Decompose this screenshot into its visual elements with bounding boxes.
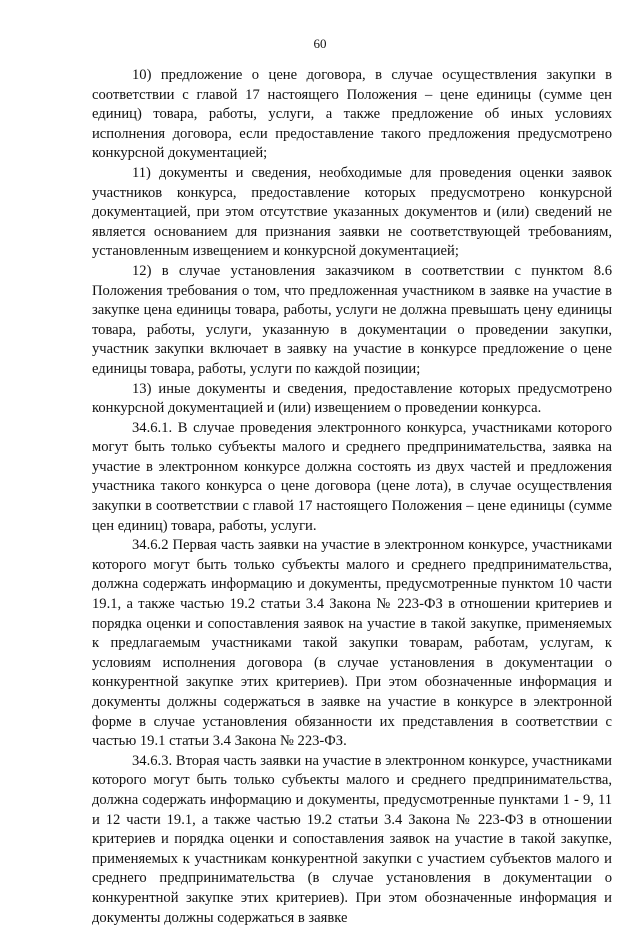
paragraph-item-10: 10) предложение о цене договора, в случае осуществления закупки в соответствии с главой 17 настоящего Положения – цене единицы (сумме цен единиц) товара, работы, услуги, а также предложение об иных условиях исполнения договора, если предоставление такого предложения предусмотрено конкурсной документацией; bbox=[92, 67, 612, 162]
paragraph-item-12: 12) в случае установления заказчиком в соответствии с пунктом 8.6 Положения требования о том, что предложенная участником в заявке на участие в закупке цена единицы товара, работы, услуги не должна превышать цену единицы товара, работы, услуги, указанную в документации о проведении закупки, участник закупки включает в заявку на участие в конкурсе предложение о цене единицы товара, работы, услуги по каждой позиции; bbox=[92, 262, 612, 377]
paragraph-item-13: 13) иные документы и сведения, предоставление которых предусмотрено конкурсной документацией и (или) извещением о проведении конкурса. bbox=[92, 380, 612, 417]
paragraph-item-11: 11) документы и сведения, необходимые для проведения оценки заявок участников конкурса, предоставление которых предусмотрено конкурсной документацией, при этом отсутствие указанных документов и (или) сведений не является основанием для признания заявки не соответствующей требованиям, установленным извещением и конкурсной документацией; bbox=[92, 164, 612, 260]
paragraph-34-6-1: 34.6.1. В случае проведения электронного конкурса, участниками которого могут быть только субъекты малого и среднего предпринимательства, заявка на участие в электронном конкурсе должна состоять из двух частей и предложения участника такого конкурса о цене договора (цене лота), в случае осуществления закупки в соответствии с главой 17 настоящего Положения – цене единицы (сумме цен единиц) товара, работы, услуги. bbox=[92, 419, 612, 534]
paragraph-34-6-2: 34.6.2 Первая часть заявки на участие в электронном конкурсе, участниками которого могут быть только субъекты малого и среднего предпринимательства, должна содержать информацию и документы, предусмотренные пунктом 10 части 19.1, а также частью 19.2 статьи 3.4 Закона № 223-ФЗ в отношении критериев и порядка оценки и сопоставления заявок на участие в такой закупке, применяемых к предлагаемым участниками такой закупки товарам, работам, услугам, к условиям исполнения договора (в случае установления в документации о конкурентной закупке этих критериев). При этом обозначенные информация и документы должны содержаться в заявке на участие в конкурсе в электронной форме в случае установления обязанности их представления в соответствии с частью 19.1 статьи 3.4 Закона № 223-ФЗ. bbox=[92, 537, 612, 750]
page-number: 60 bbox=[313, 36, 327, 51]
paragraph-34-6-3: 34.6.3. Вторая часть заявки на участие в электронном конкурсе, участниками которого могут быть только субъекты малого и среднего предпринимательства, должна содержать информацию и документы, предусмотренные пунктами 1 - 9, 11 и 12 части 19.1, а также частью 19.2 статьи 3.4 Закона № 223-ФЗ в отношении критериев и порядка оценки и сопоставления заявок на участие в такой закупке, применяемых к участникам конкурентной закупки с участием субъектов малого и среднего предпринимательства (в случае установления в документации о конкурентной закупке этих критериев). При этом обозначенные информация и документы должны содержаться в заявке bbox=[92, 752, 612, 926]
document-body bbox=[92, 66, 612, 928]
